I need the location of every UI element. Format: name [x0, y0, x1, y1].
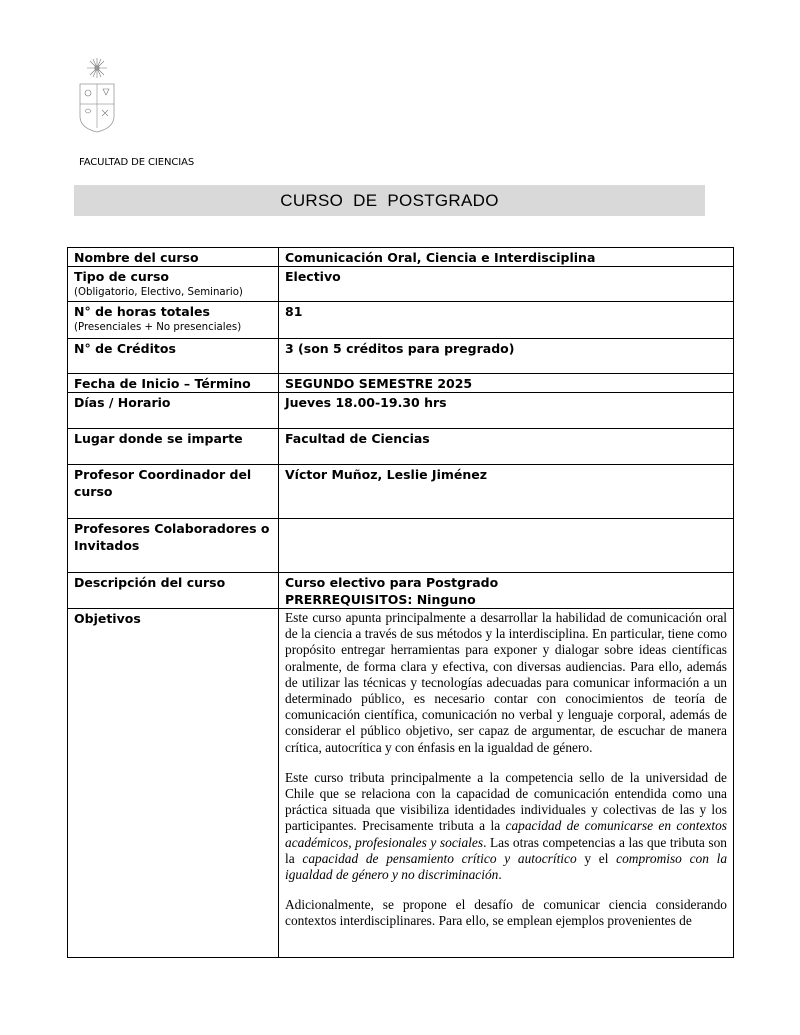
university-seal-logo — [77, 56, 121, 134]
location-value: Facultad de Ciencias — [279, 429, 734, 465]
table-row — [68, 609, 734, 958]
prerequisites-line: PRERREQUISITOS: Ninguno — [285, 592, 476, 607]
objectives-paragraph: Este curso apunta principalmente a desarrollar la habilidad de comunicación oral de la ciencia a través de sus métodos y la interdisciplina. En particular, tiene como propósito entregar herramientas para exponer y dialogar sobre ideas científicas oralmente, de forma clara y efectiva, con diversas audiencias. Para ello, además de utilizar las técnicas y tecnologías adecuadas para comunicar información a un determinado público, es necesario contar con conocimientos de teoría de comunicación científica, comunicación no verbal y lenguaje corporal, además de considerar el público objetivo, ser capaz de argumentar, de escuchar de manera crítica, autocrítica y con énfasis en la igualdad de género. — [285, 610, 727, 755]
row-label: Objetivos — [68, 609, 279, 958]
row-label: Días / Horario — [68, 393, 279, 429]
faculty-name: FACULTAD DE CIENCIAS — [79, 157, 195, 168]
schedule-value: Jueves 18.00-19.30 hrs — [279, 393, 734, 429]
text-run-italic: capacidad de pensamiento crítico y autocrítico — [302, 850, 577, 866]
text-run-italic: capacidad de comunicarse en contextos académicos, profesionales y sociales — [285, 818, 727, 850]
row-label: Descripción del curso — [68, 573, 279, 609]
document-title: CURSO DE POSTGRADO — [280, 190, 499, 210]
title-banner — [74, 185, 705, 216]
row-label: N° de Créditos — [68, 339, 279, 374]
text-run: Este curso tributa principalmente a la competencia sello de la universidad de Chile que se relaciona con la capacidad de comunicación entendida como una práctica situada que visibiliza identidades individuales y colectivas de las y los participantes. Precisamente tributa a la — [285, 769, 727, 834]
row-label-note: (Presenciales + No presenciales) — [74, 322, 242, 333]
text-run: . — [498, 867, 502, 883]
table-row — [68, 267, 734, 302]
row-label: Nombre del curso — [68, 248, 279, 267]
table-row — [68, 374, 734, 393]
objectives-paragraph: Adicionalmente, se propone el desafío de comunicar ciencia considerando contextos interdisciplinares. Para ello, se emplean ejemplos provenientes de — [285, 897, 727, 929]
description-value — [279, 573, 734, 609]
credits-value: 3 (son 5 créditos para pregrado) — [279, 339, 734, 374]
row-label — [68, 267, 279, 302]
table-row — [68, 339, 734, 374]
text-run: y el — [576, 850, 617, 866]
description-line: Curso electivo para Postgrado — [285, 575, 499, 590]
text-run: . Las otras competencias a las que tributa son la — [285, 834, 727, 866]
dates-value: SEGUNDO SEMESTRE 2025 — [279, 374, 734, 393]
row-label — [68, 302, 279, 339]
course-info-table — [67, 247, 734, 958]
table-row — [68, 302, 734, 339]
row-label: Lugar donde se imparte — [68, 429, 279, 465]
objectives-text — [279, 609, 734, 958]
table-row — [68, 393, 734, 429]
table-row — [68, 429, 734, 465]
table-row — [68, 465, 734, 519]
table-row — [68, 519, 734, 573]
row-label: Fecha de Inicio – Término — [68, 374, 279, 393]
row-label: Profesor Coordinador del curso — [68, 465, 279, 519]
course-name-value: Comunicación Oral, Ciencia e Interdisciplina — [279, 248, 734, 267]
row-label-note: (Obligatorio, Electivo, Seminario) — [74, 287, 243, 298]
total-hours-value: 81 — [279, 302, 734, 339]
course-type-value: Electivo — [279, 267, 734, 302]
row-label-text: Tipo de curso — [74, 269, 169, 284]
table-row — [68, 573, 734, 609]
row-label: Profesores Colaboradores o Invitados — [68, 519, 279, 573]
collaborators-value — [279, 519, 734, 573]
objectives-paragraph — [285, 770, 727, 883]
coordinator-value: Víctor Muñoz, Leslie Jiménez — [279, 465, 734, 519]
table-row — [68, 248, 734, 267]
row-label-text: N° de horas totales — [74, 304, 210, 319]
text-run-italic: compromiso con la igualdad de género y no discriminación — [285, 850, 728, 883]
